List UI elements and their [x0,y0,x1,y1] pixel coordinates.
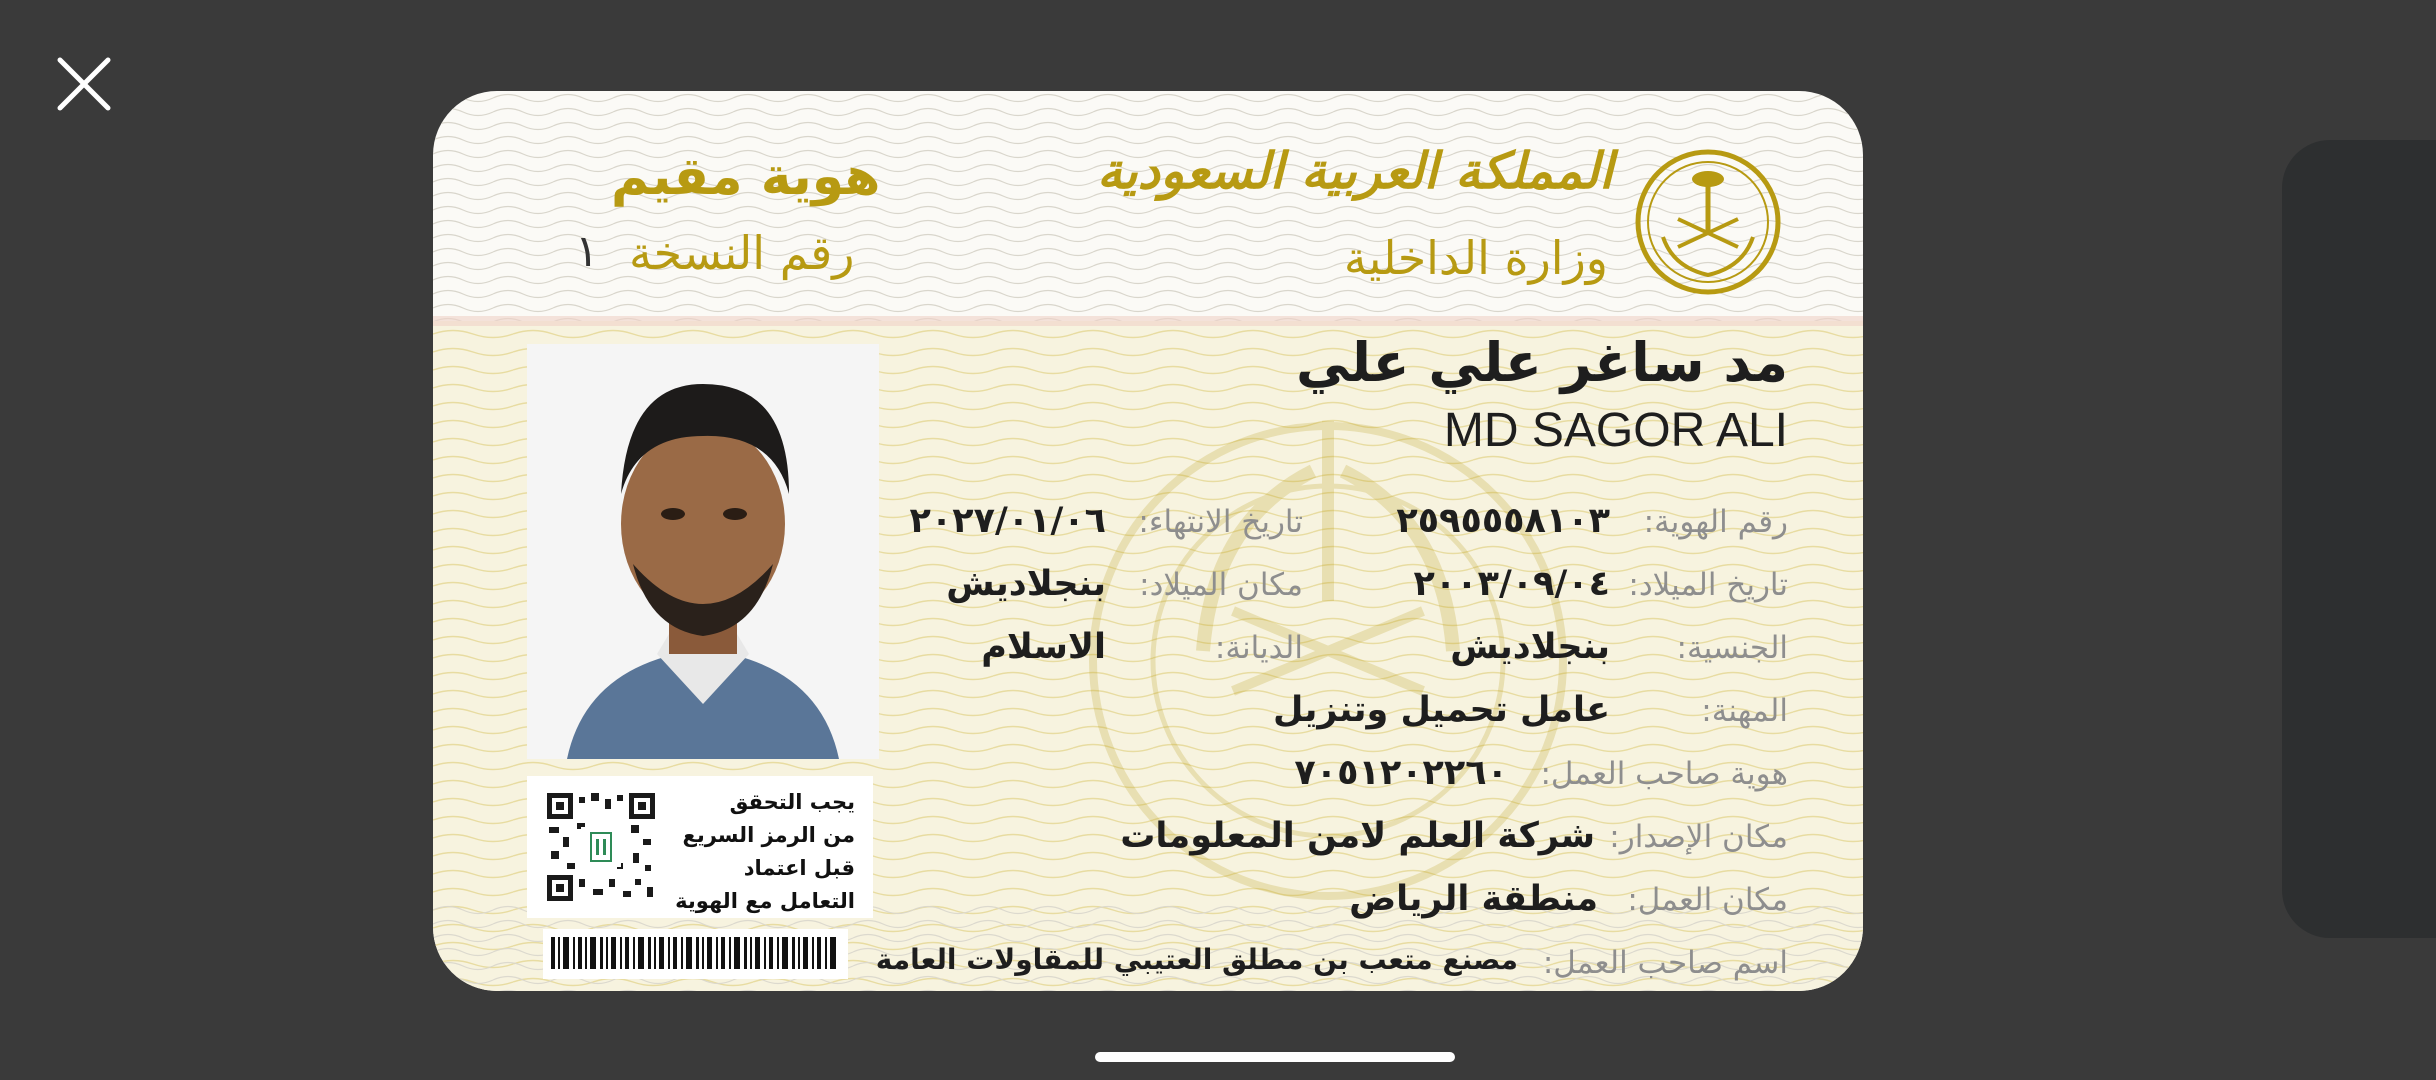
saudi-emblem-icon [1633,147,1783,297]
version-label: رقم النسخة [629,226,855,280]
barcode [543,929,848,979]
religion-value: الاسلام [981,627,1106,667]
occupation-value: عامل تحميل وتنزيل [1272,690,1610,730]
qr-notice-line: قبل اعتماد [743,856,855,880]
nationality-label: الجنسية: [1676,630,1788,666]
version-number: ١ [575,226,599,277]
home-indicator[interactable] [1095,1052,1455,1062]
holder-name-ar: مد ساغر علي علي [1295,331,1788,394]
qr-notice-line: التعامل مع الهوية [675,889,855,913]
holder-name-en: MD SAGOR ALI [1443,404,1788,457]
close-icon [52,52,116,116]
card-type-title: هوية مقيم [611,147,881,207]
id-number-value: ٢٥٩٥٥٥٨١٠٣ [1396,501,1610,541]
occupation-label: المهنة: [1701,693,1788,729]
kingdom-title: المملكة العربية السعودية [1096,141,1613,200]
qr-notice [675,786,855,918]
qr-code-icon[interactable] [547,793,655,901]
issue-place-label: مكان الإصدار: [1609,819,1788,855]
employer-name-value: مصنع متعب بن مطلق العتيبي للمقاولات العامة [875,943,1518,976]
employer-id-value: ٧٠٥١٢٠٢٢٦٠ [1294,753,1508,793]
id-number-label: رقم الهوية: [1643,504,1788,540]
birth-date-label: تاريخ الميلاد: [1628,567,1788,603]
qr-verification-box [527,776,873,918]
next-card-peek[interactable] [2282,140,2436,938]
nationality-value: بنجلاديش [1450,627,1610,667]
resident-id-card [433,91,1863,991]
issue-place-value: شركة العلم لامن المعلومات [1120,816,1595,856]
close-button[interactable] [52,52,116,116]
person-photo-icon [527,344,879,759]
holder-photo [527,344,879,759]
birth-place-value: بنجلاديش [946,564,1106,604]
qr-notice-line: يجب التحقق [729,790,855,814]
religion-label: الديانة: [1214,630,1303,666]
barcode-icon [543,929,848,979]
work-place-value: منطقة الرياض [1349,879,1598,919]
birth-date-value: ٢٠٠٣/٠٩/٠٤ [1413,564,1610,604]
employer-name-label: اسم صاحب العمل: [1542,945,1788,981]
birth-place-label: مكان الميلاد: [1139,567,1303,603]
expiry-label: تاريخ الانتهاء: [1138,504,1303,540]
qr-notice-line: من الرمز السريع [682,823,855,847]
employer-id-label: هوية صاحب العمل: [1540,756,1788,792]
work-place-label: مكان العمل: [1627,882,1788,918]
ministry-title: وزارة الداخلية [1343,231,1608,285]
expiry-value: ٢٠٢٧/٠١/٠٦ [909,501,1106,541]
